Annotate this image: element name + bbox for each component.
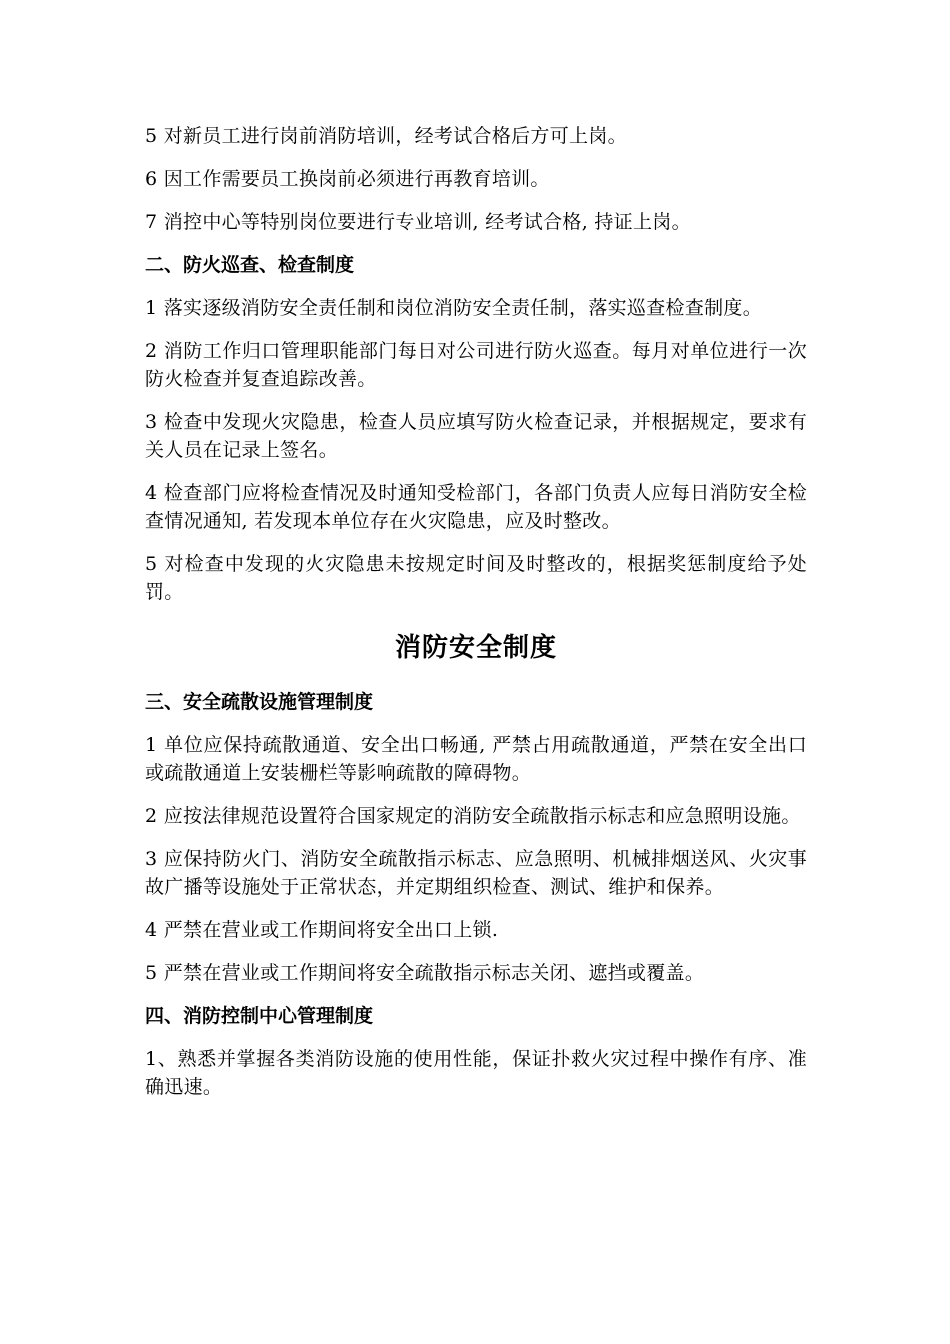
section-heading: 二、防火巡查、检查制度 — [145, 254, 355, 276]
paragraph: 2 消防工作归口管理职能部门每日对公司进行防火巡查。每月对单位进行一次防火检查并复查追踪改善。 — [145, 340, 807, 390]
section-heading: 四、消防控制中心管理制度 — [145, 1005, 374, 1027]
document-page — [145, 122, 807, 1116]
paragraph: 3 应保持防火门、消防安全疏散指示标志、应急照明、机械排烟送风、火灾事故广播等设施处于正常状态，并定期组织检查、测试、维护和保养。 — [145, 848, 807, 898]
paragraph: 4 严禁在营业或工作期间将安全出口上锁. — [145, 919, 499, 941]
page-title: 消防安全制度 — [394, 633, 557, 663]
paragraph: 4 检查部门应将检查情况及时通知受检部门，各部门负责人应每日消防安全检查情况通知, 若发现本单位存在火灾隐患，应及时整改。 — [145, 482, 807, 532]
paragraph: 5 对新员工进行岗前消防培训，经考试合格后方可上岗。 — [145, 125, 627, 147]
paragraph: 1 单位应保持疏散通道、安全出口畅通, 严禁占用疏散通道，严禁在安全出口或疏散通道上安装栅栏等影响疏散的障碍物。 — [145, 734, 807, 784]
paragraph: 5 严禁在营业或工作期间将安全疏散指示标志关闭、遮挡或覆盖。 — [145, 962, 705, 984]
paragraph: 6 因工作需要员工换岗前必须进行再教育培训。 — [145, 168, 550, 190]
paragraph: 7 消控中心等特别岗位要进行专业培训, 经考试合格, 持证上岗。 — [145, 211, 691, 233]
paragraph: 5 对检查中发现的火灾隐患未按规定时间及时整改的，根据奖惩制度给予处罚。 — [145, 553, 807, 603]
paragraph: 2 应按法律规范设置符合国家规定的消防安全疏散指示标志和应急照明设施。 — [145, 805, 801, 827]
paragraph: 3 检查中发现火灾隐患，检查人员应填写防火检查记录，并根据规定，要求有关人员在记录上签名。 — [145, 411, 807, 461]
section-heading: 三、安全疏散设施管理制度 — [145, 691, 374, 713]
paragraph: 1 落实逐级消防安全责任制和岗位消防安全责任制，落实巡查检查制度。 — [145, 297, 763, 319]
paragraph: 1、熟悉并掌握各类消防设施的使用性能，保证扑救火灾过程中操作有序、准确迅速。 — [145, 1048, 807, 1098]
